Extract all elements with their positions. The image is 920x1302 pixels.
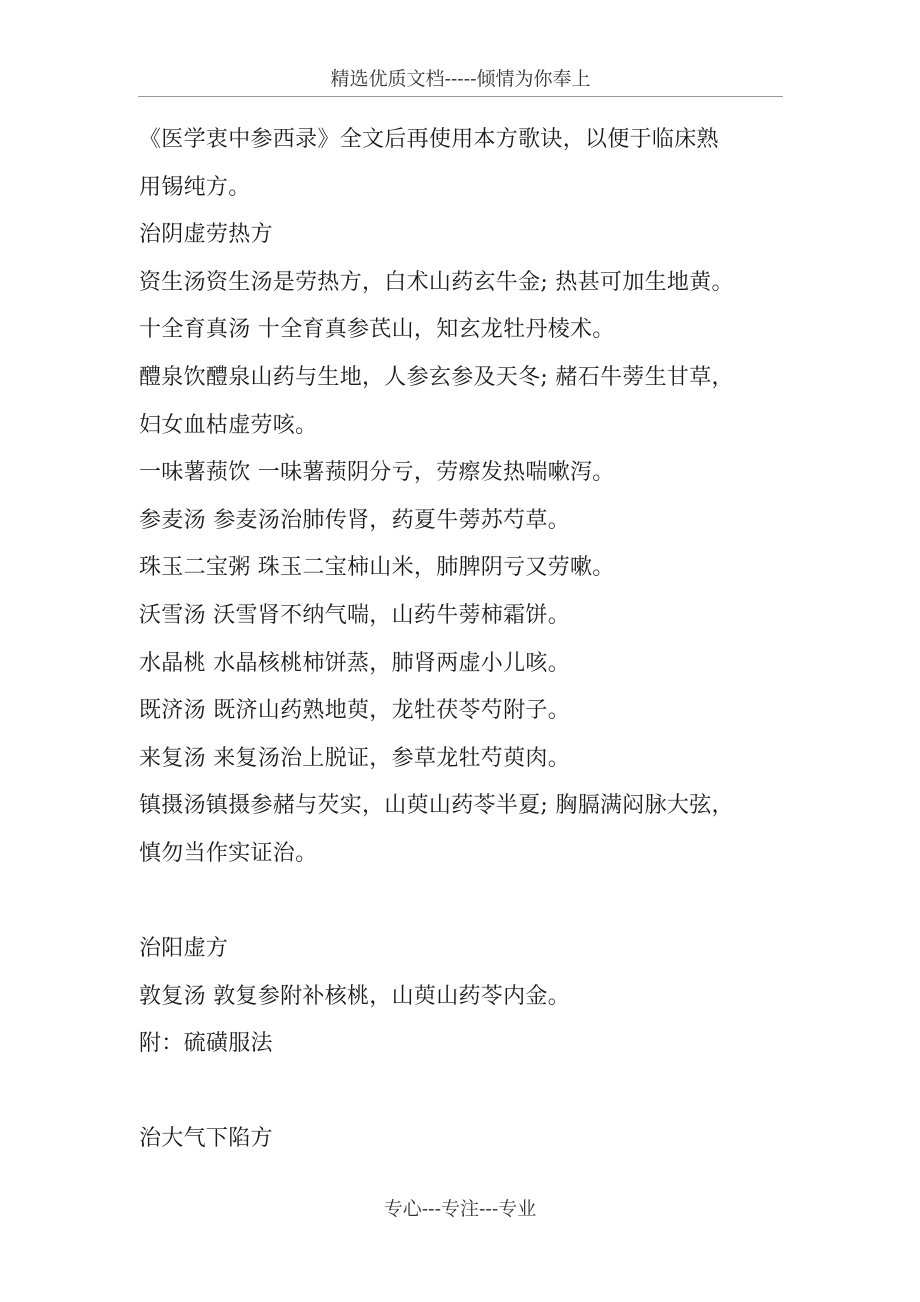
- formula-line: 参麦汤 参麦汤治肺传肾，药夏牛蒡苏芍草。: [139, 507, 570, 533]
- formula-line: 资生汤资生汤是劳热方，白术山药玄牛金; 热甚可加生地黄。: [139, 269, 734, 295]
- section-heading: 治阴虚劳热方: [139, 222, 273, 248]
- text-line: 用锡纯方。: [139, 174, 251, 200]
- text-line: 附：硫磺服法: [139, 1031, 273, 1057]
- formula-line: 沃雪汤 沃雪肾不纳气喘，山药牛蒡柿霜饼。: [139, 602, 570, 628]
- formula-line: 慎勿当作实证治。: [139, 840, 318, 866]
- formula-line: 一味薯蓣饮 一味薯蓣阴分亏，劳瘵发热喘嗽泻。: [139, 460, 615, 486]
- formula-line: 珠玉二宝粥 珠玉二宝柿山米，肺脾阴亏又劳嗽。: [139, 555, 615, 581]
- section-heading: 治大气下陷方: [139, 1126, 273, 1152]
- document-body: [139, 116, 789, 1163]
- page-footer: 专心---专注---专业: [383, 1198, 537, 1220]
- formula-line: 醴泉饮醴泉山药与生地，人参玄参及天冬; 赭石牛蒡生甘草，: [139, 364, 734, 390]
- formula-line: 十全育真汤 十全育真参芪山，知玄龙牡丹棱术。: [139, 317, 615, 343]
- formula-line: 来复汤 来复汤治上脱证，参草龙牡芍萸肉。: [139, 745, 570, 771]
- page-header: 精选优质文档-----倾情为你奉上: [138, 62, 783, 97]
- blank-line: [139, 878, 789, 926]
- formula-line: 敦复汤 敦复参附补核桃，山萸山药苓内金。: [139, 983, 570, 1009]
- blank-line: [139, 1068, 789, 1116]
- section-heading: 治阳虚方: [139, 936, 229, 962]
- text-line: 《医学衷中参西录》全文后再使用本方歌诀，以便于临床熟: [139, 127, 719, 152]
- formula-line: 既济汤 既济山药熟地萸，龙牡茯苓芍附子。: [139, 698, 570, 724]
- formula-line: 水晶桃 水晶核桃柿饼蒸，肺肾两虚小儿咳。: [139, 650, 570, 676]
- formula-line: 镇摄汤镇摄参赭与芡实，山萸山药苓半夏; 胸膈满闷脉大弦，: [139, 793, 734, 819]
- formula-line: 妇女血枯虚劳咳。: [139, 412, 318, 438]
